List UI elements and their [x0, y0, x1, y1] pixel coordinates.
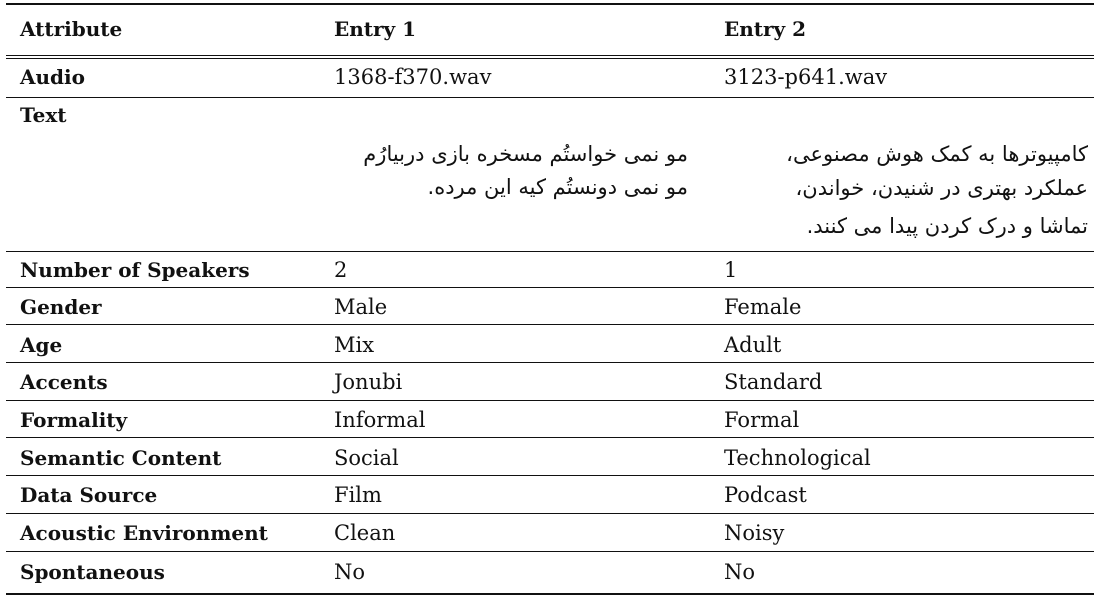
row-speakers-attribute: Number of Speakers — [20, 258, 250, 282]
row-semantic-entry-1: Social — [334, 446, 399, 470]
row-rule — [6, 251, 1094, 252]
row-age-entry-2: Adult — [724, 333, 782, 357]
row-accents-entry-1: Jonubi — [334, 370, 403, 394]
row-acoustic-entry-1: Clean — [334, 521, 396, 545]
row-acoustic-entry-2: Noisy — [724, 521, 785, 545]
row-accents-entry-2: Standard — [724, 370, 823, 394]
row-spontaneous-entry-1: No — [334, 560, 366, 584]
row-rule — [6, 97, 1094, 98]
header-entry-2: Entry 2 — [724, 17, 807, 41]
header-entry-1: Entry 1 — [334, 17, 417, 41]
row-speakers-entry-2: 1 — [724, 258, 738, 282]
row-rule — [6, 324, 1094, 325]
row-rule — [6, 513, 1094, 514]
row-audio-entry-2: 3123-p641.wav — [724, 65, 888, 89]
row-audio-entry-1: 1368-f370.wav — [334, 65, 492, 89]
bottom-rule — [6, 593, 1094, 595]
row-age-entry-1: Mix — [334, 333, 375, 357]
row-speakers-entry-1: 2 — [334, 258, 348, 282]
row-source-entry-2: Podcast — [724, 483, 807, 507]
row-gender-attribute: Gender — [20, 295, 102, 319]
row-source-entry-1: Film — [334, 483, 382, 507]
header-attribute: Attribute — [20, 17, 123, 41]
row-rule — [6, 551, 1094, 552]
row-accents-attribute: Accents — [20, 370, 108, 394]
row-age-attribute: Age — [20, 333, 63, 357]
row-semantic-entry-2: Technological — [724, 446, 871, 470]
row-rule — [6, 475, 1094, 476]
row-text-attribute: Text — [20, 103, 67, 127]
row-spontaneous-attribute: Spontaneous — [20, 560, 165, 584]
row-text-entry-1-line-1: مو نمی خواستُم مسخره بازی دربیارُم — [363, 142, 688, 166]
row-text-entry-2-line-3: تماشا و درک کردن پیدا می کنند. — [806, 214, 1088, 238]
header-rule-double — [6, 58, 1094, 59]
row-source-attribute: Data Source — [20, 483, 158, 507]
row-rule — [6, 287, 1094, 288]
row-formality-entry-1: Informal — [334, 408, 426, 432]
row-semantic-attribute: Semantic Content — [20, 446, 222, 470]
header-rule — [6, 55, 1094, 56]
row-rule — [6, 400, 1094, 401]
top-rule — [6, 3, 1094, 5]
row-formality-attribute: Formality — [20, 408, 128, 432]
row-text-entry-1-line-2: مو نمی دونستُم کیه این مرده. — [427, 175, 688, 199]
row-acoustic-attribute: Acoustic Environment — [20, 521, 268, 545]
row-gender-entry-1: Male — [334, 295, 388, 319]
row-spontaneous-entry-2: No — [724, 560, 756, 584]
row-rule — [6, 362, 1094, 363]
row-text-entry-2-line-2: عملکرد بهتری در شنیدن، خواندن، — [795, 176, 1088, 200]
row-text-entry-2-line-1: کامپیوترها به کمک هوش مصنوعی، — [786, 142, 1088, 166]
row-rule — [6, 437, 1094, 438]
row-gender-entry-2: Female — [724, 295, 802, 319]
row-formality-entry-2: Formal — [724, 408, 800, 432]
row-audio-attribute: Audio — [20, 65, 85, 89]
